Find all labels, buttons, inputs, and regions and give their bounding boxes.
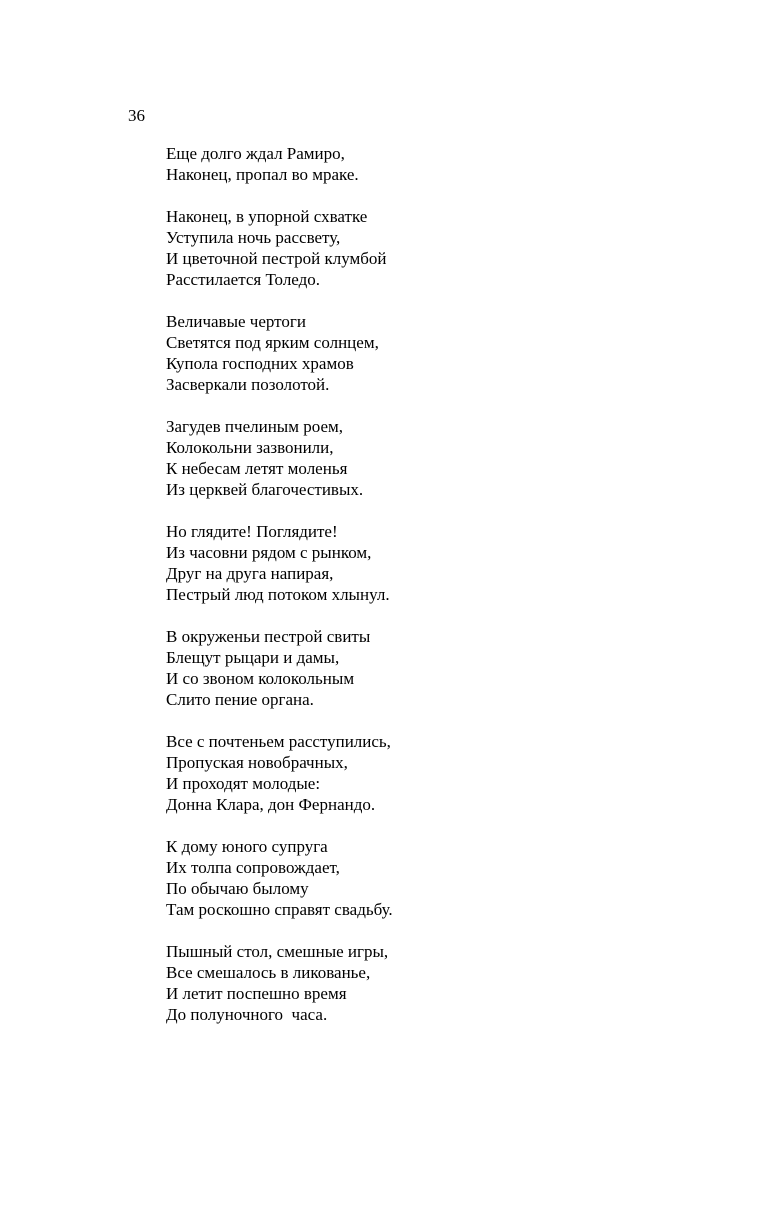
poem-line: Светятся под ярким солнцем, xyxy=(166,333,379,352)
poem-line: Пышный стол, смешные игры, xyxy=(166,942,389,961)
stanza xyxy=(166,731,726,815)
poem-line: Их толпа сопровождает, xyxy=(166,858,340,877)
poem-line: Друг на друга напирая, xyxy=(166,564,334,583)
poem-line: Наконец, в упорной схватке xyxy=(166,207,368,226)
stanza xyxy=(166,521,726,605)
poem-line: И проходят молодые: xyxy=(166,774,321,793)
poem-line: Уступила ночь рассвету, xyxy=(166,228,341,247)
poem-line: В окруженьи пестрой свиты xyxy=(166,627,371,646)
stanza xyxy=(166,206,726,290)
poem-line: Пропуская новобрачных, xyxy=(166,753,348,772)
poem-line: По обычаю былому xyxy=(166,879,309,898)
poem-line: Из церквей благочестивых. xyxy=(166,480,364,499)
poem-line: Блещут рыцари и дамы, xyxy=(166,648,340,667)
stanza xyxy=(166,416,726,500)
poem-line: К небесам летят моленья xyxy=(166,459,348,478)
stanza xyxy=(166,836,726,920)
poem-line: Из часовни рядом с рынком, xyxy=(166,543,372,562)
poem-line: Купола господних храмов xyxy=(166,354,354,373)
poem-line: Еще долго ждал Рамиро, xyxy=(166,144,345,163)
poem-line: Наконец, пропал во мраке. xyxy=(166,165,359,184)
poem-line: Величавые чертоги xyxy=(166,312,306,331)
poem-line: И летит поспешно время xyxy=(166,984,347,1003)
stanza xyxy=(166,143,726,185)
poem-line: Загудев пчелиным роем, xyxy=(166,417,343,436)
poem-line: Засверкали позолотой. xyxy=(166,375,330,394)
poem-line: Расстилается Толедо. xyxy=(166,270,321,289)
page-number: 36 xyxy=(128,106,145,125)
poem-line: Колокольни зазвонили, xyxy=(166,438,334,457)
poem-body xyxy=(166,143,726,1025)
poem-line: Все смешалось в ликованье, xyxy=(166,963,371,982)
poem-line: К дому юного супруга xyxy=(166,837,328,856)
poem-line: Пестрый люд потоком хлынул. xyxy=(166,585,390,604)
poem-line: Все с почтеньем расступились, xyxy=(166,732,391,751)
stanza xyxy=(166,941,726,1025)
stanza xyxy=(166,311,726,395)
poem-line: Слито пение органа. xyxy=(166,690,314,709)
poem-line: Там роскошно справят свадьбу. xyxy=(166,900,393,919)
poem-line: До полуночного часа. xyxy=(166,1005,328,1024)
poem-line: И со звоном колокольным xyxy=(166,669,355,688)
poem-line: И цветочной пестрой клумбой xyxy=(166,249,387,268)
poem-line: Но глядите! Поглядите! xyxy=(166,522,338,541)
poem-line: Донна Клара, дон Фернандо. xyxy=(166,795,376,814)
stanza xyxy=(166,626,726,710)
